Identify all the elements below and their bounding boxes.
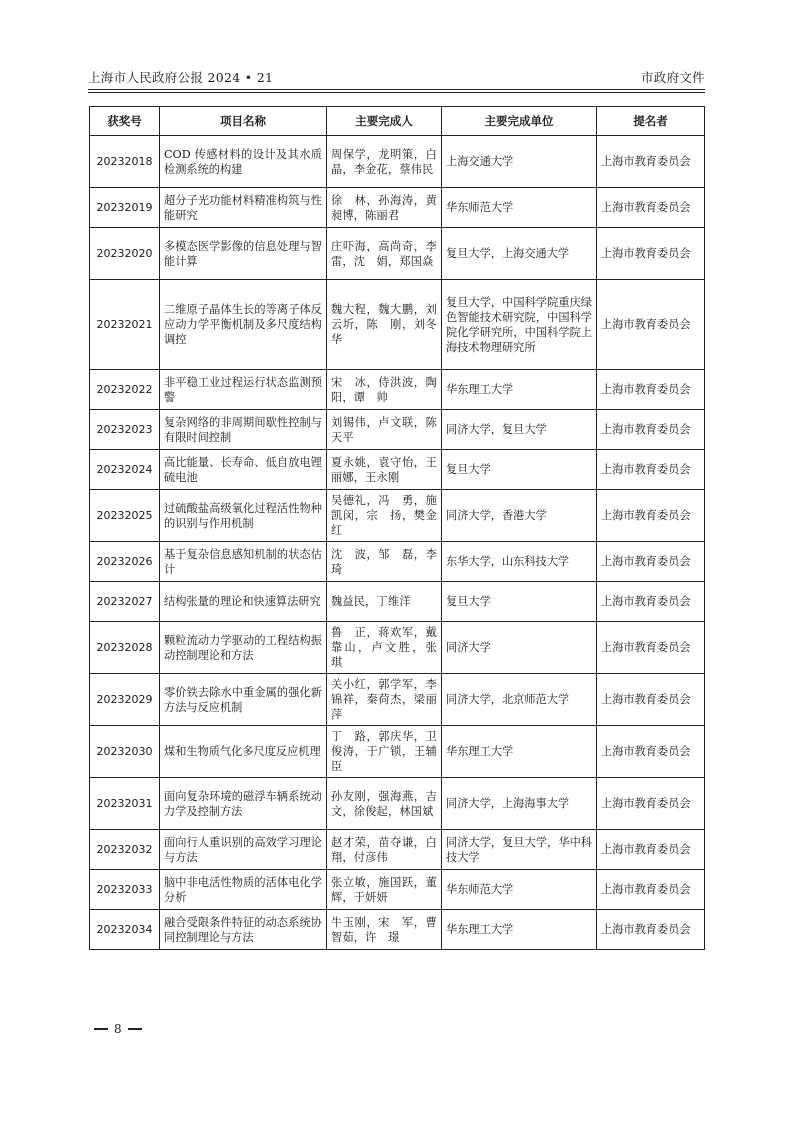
cell-nominator: 上海市教育委员会 xyxy=(597,830,705,870)
cell-main-contributors: 牛玉刚，宋 军，曹智茹，许 璟 xyxy=(327,910,442,950)
cell-project-name: 过硫酸盐高级氧化过程活性物种的识别与作用机制 xyxy=(160,490,327,542)
cell-project-name: 面向复杂环境的磁浮车辆系统动力学及控制方法 xyxy=(160,778,327,830)
cell-main-units: 同济大学，复旦大学，华中科技大学 xyxy=(442,830,597,870)
cell-main-units: 复旦大学，上海交通大学 xyxy=(442,228,597,280)
cell-award-id: 20232018 xyxy=(90,136,160,188)
cell-main-contributors: 赵才荣，苗夺谦，白 翔，付彦伟 xyxy=(327,830,442,870)
table-row xyxy=(90,542,705,582)
cell-nominator: 上海市教育委员会 xyxy=(597,542,705,582)
cell-project-name: 基于复杂信息感知机制的状态估计 xyxy=(160,542,327,582)
header-rule-thin xyxy=(88,92,705,93)
cell-award-id: 20232021 xyxy=(90,280,160,370)
cell-nominator: 上海市教育委员会 xyxy=(597,490,705,542)
cell-award-id: 20232032 xyxy=(90,830,160,870)
cell-nominator: 上海市教育委员会 xyxy=(597,910,705,950)
page-number: 8 xyxy=(114,1022,122,1036)
cell-main-contributors: 刘锡伟，卢文联，陈天平 xyxy=(327,410,442,450)
cell-main-units: 东华大学，山东科技大学 xyxy=(442,542,597,582)
table-row xyxy=(90,674,705,726)
table-row xyxy=(90,228,705,280)
cell-main-contributors: 魏益民，丁维洋 xyxy=(327,582,442,622)
cell-main-contributors: 关小红，郭学军，李锦祥，秦荷杰，梁丽萍 xyxy=(327,674,442,726)
cell-nominator: 上海市教育委员会 xyxy=(597,188,705,228)
cell-main-contributors: 徐 林，孙海涛，黄昶博，陈丽君 xyxy=(327,188,442,228)
cell-project-name: 脑中非电活性物质的活体电化学分析 xyxy=(160,870,327,910)
cell-main-units: 同济大学，北京师范大学 xyxy=(442,674,597,726)
cell-main-units: 上海交通大学 xyxy=(442,136,597,188)
cell-project-name: 高比能量、长寿命、低自放电锂硫电池 xyxy=(160,450,327,490)
cell-project-name: COD 传感材料的设计及其水质检测系统的构建 xyxy=(160,136,327,188)
cell-award-id: 20232027 xyxy=(90,582,160,622)
cell-main-units: 复旦大学，中国科学院重庆绿色智能技术研究院，中国科学院化学研究所，中国科学院上海技术物理研究所 xyxy=(442,280,597,370)
cell-main-contributors: 鲁 正，蒋欢军，戴靠山，卢文胜，张 琪 xyxy=(327,622,442,674)
table-row xyxy=(90,622,705,674)
cell-nominator: 上海市教育委员会 xyxy=(597,136,705,188)
cell-project-name: 融合受限条件特征的动态系统协同控制理论与方法 xyxy=(160,910,327,950)
table-row xyxy=(90,490,705,542)
header-section-title: 市政府文件 xyxy=(640,70,705,85)
cell-award-id: 20232019 xyxy=(90,188,160,228)
table-row xyxy=(90,778,705,830)
cell-nominator: 上海市教育委员会 xyxy=(597,870,705,910)
cell-award-id: 20232024 xyxy=(90,450,160,490)
cell-award-id: 20232025 xyxy=(90,490,160,542)
footer-dash-left xyxy=(94,1028,108,1030)
cell-main-units: 华东师范大学 xyxy=(442,188,597,228)
cell-main-units: 同济大学 xyxy=(442,622,597,674)
cell-project-name: 颗粒流动力学驱动的工程结构振动控制理论和方法 xyxy=(160,622,327,674)
awards-table xyxy=(89,106,705,950)
cell-main-contributors: 魏大程，魏大鹏，刘云圻，陈 刚，刘冬华 xyxy=(327,280,442,370)
footer-dash-right xyxy=(128,1028,142,1030)
table-row xyxy=(90,450,705,490)
cell-award-id: 20232029 xyxy=(90,674,160,726)
table-row xyxy=(90,870,705,910)
cell-nominator: 上海市教育委员会 xyxy=(597,674,705,726)
cell-main-contributors: 宋 冰，侍洪波，陶 阳，谭 帅 xyxy=(327,370,442,410)
cell-main-contributors: 庄吓海，高尚奇，李 雷，沈 娟，郑国焱 xyxy=(327,228,442,280)
cell-award-id: 20232030 xyxy=(90,726,160,778)
column-header-project-name: 项目名称 xyxy=(160,107,327,136)
table-row xyxy=(90,830,705,870)
cell-main-contributors: 张立敏，施国跃，董 辉，于妍妍 xyxy=(327,870,442,910)
cell-award-id: 20232022 xyxy=(90,370,160,410)
cell-award-id: 20232033 xyxy=(90,870,160,910)
cell-nominator: 上海市教育委员会 xyxy=(597,228,705,280)
cell-nominator: 上海市教育委员会 xyxy=(597,370,705,410)
column-header-main-contributors: 主要完成人 xyxy=(327,107,442,136)
cell-main-units: 同济大学，复旦大学 xyxy=(442,410,597,450)
cell-award-id: 20232023 xyxy=(90,410,160,450)
cell-award-id: 20232031 xyxy=(90,778,160,830)
cell-main-units: 华东理工大学 xyxy=(442,726,597,778)
column-header-nominator: 提名者 xyxy=(597,107,705,136)
cell-main-units: 华东理工大学 xyxy=(442,370,597,410)
cell-nominator: 上海市教育委员会 xyxy=(597,450,705,490)
table-row xyxy=(90,726,705,778)
cell-project-name: 零价铁去除水中重金属的强化新方法与反应机制 xyxy=(160,674,327,726)
cell-project-name: 结构张量的理论和快速算法研究 xyxy=(160,582,327,622)
cell-award-id: 20232020 xyxy=(90,228,160,280)
cell-project-name: 超分子光功能材料精准构筑与性能研究 xyxy=(160,188,327,228)
header-rule xyxy=(88,89,705,90)
cell-main-units: 同济大学，上海海事大学 xyxy=(442,778,597,830)
cell-award-id: 20232028 xyxy=(90,622,160,674)
table-row xyxy=(90,370,705,410)
table-row xyxy=(90,280,705,370)
cell-nominator: 上海市教育委员会 xyxy=(597,778,705,830)
cell-nominator: 上海市教育委员会 xyxy=(597,726,705,778)
cell-award-id: 20232026 xyxy=(90,542,160,582)
cell-main-contributors: 吴德礼，冯 勇，施凯闵，宗 扬，樊金红 xyxy=(327,490,442,542)
column-header-main-units: 主要完成单位 xyxy=(442,107,597,136)
cell-main-units: 复旦大学 xyxy=(442,582,597,622)
cell-project-name: 二维原子晶体生长的等离子体反应动力学平衡机制及多尺度结构调控 xyxy=(160,280,327,370)
cell-main-contributors: 沈 波，邹 磊，李 琦 xyxy=(327,542,442,582)
cell-project-name: 煤和生物质气化多尺度反应机理 xyxy=(160,726,327,778)
running-header xyxy=(88,64,705,86)
table-header-row xyxy=(90,107,705,136)
cell-main-units: 华东师范大学 xyxy=(442,870,597,910)
cell-main-units: 华东理工大学 xyxy=(442,910,597,950)
cell-nominator: 上海市教育委员会 xyxy=(597,622,705,674)
header-publication-title: 上海市人民政府公报 2024 • 21 xyxy=(88,70,274,85)
cell-main-contributors: 周保学，龙明策，白 晶，李金花，蔡伟民 xyxy=(327,136,442,188)
cell-main-contributors: 丁 路，郭庆华，卫俊涛，于广锁，王辅臣 xyxy=(327,726,442,778)
cell-main-contributors: 孙友刚，强海燕，吉 文，徐俊起，林国斌 xyxy=(327,778,442,830)
cell-award-id: 20232034 xyxy=(90,910,160,950)
cell-main-units: 同济大学，香港大学 xyxy=(442,490,597,542)
cell-project-name: 非平稳工业过程运行状态监测预警 xyxy=(160,370,327,410)
table-body xyxy=(90,136,705,950)
page-footer xyxy=(94,1022,142,1036)
column-header-award-id: 获奖号 xyxy=(90,107,160,136)
table-row xyxy=(90,582,705,622)
cell-project-name: 面向行人重识别的高效学习理论与方法 xyxy=(160,830,327,870)
table-row xyxy=(90,188,705,228)
table-row xyxy=(90,410,705,450)
cell-main-contributors: 夏永姚，袁守怡，王丽娜，王永刚 xyxy=(327,450,442,490)
table-row xyxy=(90,136,705,188)
cell-project-name: 复杂网络的非周期间歇性控制与有限时间控制 xyxy=(160,410,327,450)
cell-nominator: 上海市教育委员会 xyxy=(597,410,705,450)
cell-nominator: 上海市教育委员会 xyxy=(597,280,705,370)
cell-project-name: 多模态医学影像的信息处理与智能计算 xyxy=(160,228,327,280)
table-row xyxy=(90,910,705,950)
cell-main-units: 复旦大学 xyxy=(442,450,597,490)
cell-nominator: 上海市教育委员会 xyxy=(597,582,705,622)
